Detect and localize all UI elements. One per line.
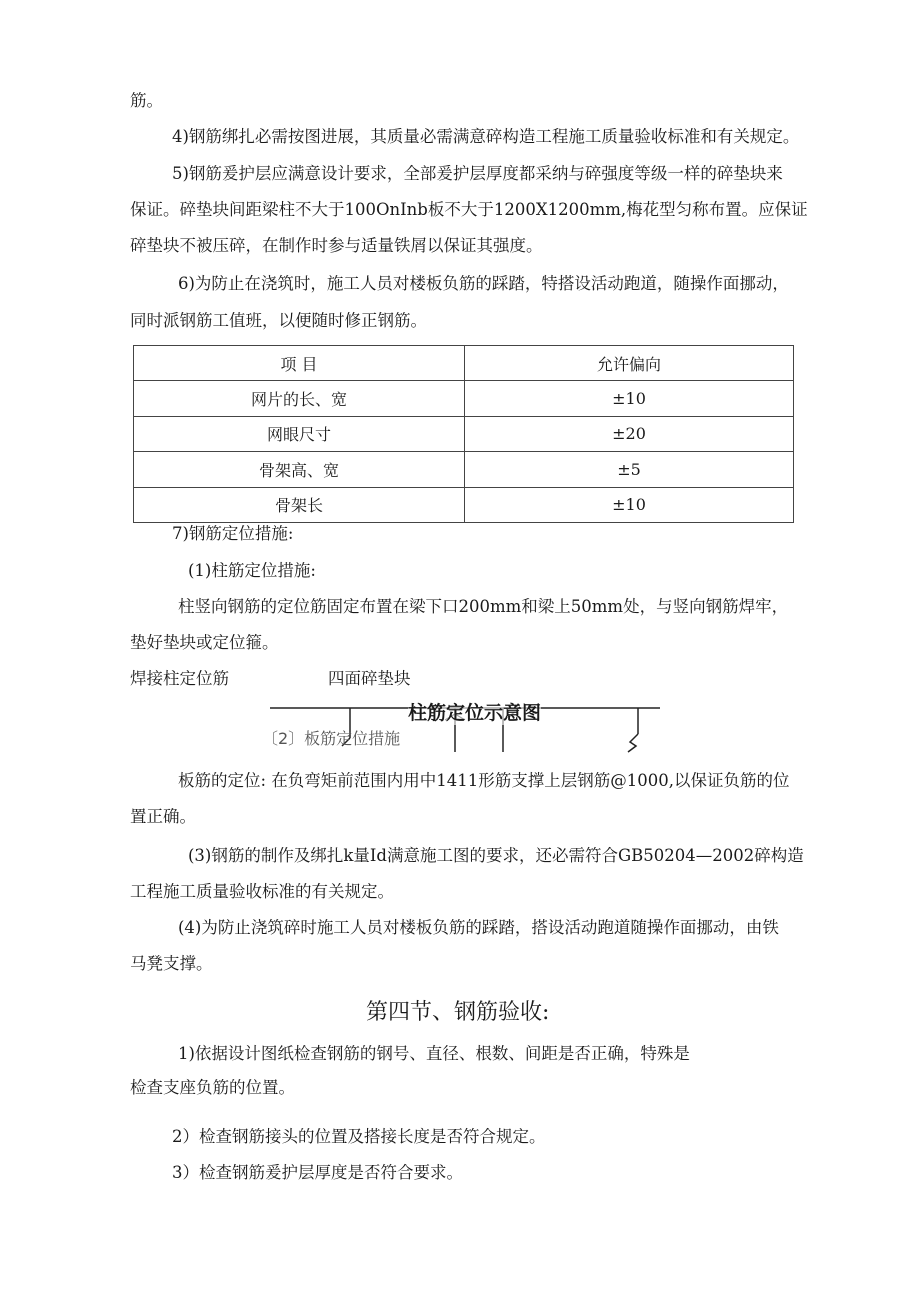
column-rebar-diagram: [250, 690, 670, 760]
check-item-1-line2: 检查支座负筋的位置。: [130, 1078, 295, 1097]
diagram-label-left: 焊接柱定位筋: [130, 669, 229, 688]
table-cell-value: ±10: [465, 381, 794, 416]
para-sub-1: (1)柱筋定位措施:: [188, 561, 316, 580]
table-header-item: 项 目: [134, 346, 465, 381]
para-item-5-line2: 保证。碎垫块间距梁柱不大于100OnInb板不大于1200X1200mm,梅花型匀称布置。应保证: [130, 200, 808, 219]
diagram-title: 柱筋定位示意图: [408, 698, 541, 725]
para-sub-4-line2: 马凳支撑。: [130, 954, 213, 973]
table-cell-item: 骨架高、宽: [134, 452, 465, 487]
table-header-row: [134, 346, 794, 381]
para-slab-positioning-line2: 置正确。: [130, 807, 196, 826]
table-cell-value: ±5: [465, 452, 794, 487]
para-continuation: 筋。: [130, 91, 163, 110]
diagram-label-right: 四面碎垫块: [328, 669, 411, 688]
para-item-6-line2: 同时派钢筋工值班，以便随时修正钢筋。: [130, 311, 427, 330]
table-header-value: 允许偏向: [465, 346, 794, 381]
table-row: [134, 416, 794, 451]
para-column-positioning-line2: 垫好垫块或定位箍。: [130, 633, 279, 652]
table-cell-value: ±20: [465, 416, 794, 451]
para-item-4: 4)钢筋绑扎必需按图进展，其质量必需满意碎构造工程施工质量验收标准和有关规定。: [172, 127, 800, 146]
para-sub-3-line1: (3)钢筋的制作及绑扎k量Id满意施工图的要求，还必需符合GB50204—2002碎构造: [188, 846, 804, 865]
para-item-5-line1: 5)钢筋爰护层应满意设计要求，全部爰护层厚度都采纳与碎强度等级一样的碎垫块来: [172, 164, 783, 183]
para-item-7: 7)钢筋定位措施:: [172, 524, 294, 543]
diagram-subtitle: 〔2〕板筋定位措施: [262, 729, 401, 748]
check-item-1-line1: 1)依据设计图纸检查钢筋的钢号、直径、根数、间距是否正确，特殊是: [178, 1044, 690, 1063]
tolerance-table: [133, 345, 794, 523]
para-item-5-line3: 碎垫块不被压碎，在制作时参与适量铁屑以保证其强度。: [130, 236, 543, 255]
para-item-6-line1: 6)为防止在浇筑时，施工人员对楼板负筋的踩踏，特搭设活动跑道，随操作面挪动，: [178, 274, 789, 293]
table-cell-item: 网片的长、宽: [134, 381, 465, 416]
check-item-3: 3）检查钢筋爰护层厚度是否符合要求。: [172, 1163, 463, 1182]
table-cell-item: 骨架长: [134, 487, 465, 522]
para-sub-4-line1: (4)为防止浇筑碎时施工人员对楼板负筋的踩踏，搭设活动跑道随操作面挪动，由铁: [178, 918, 779, 937]
para-slab-positioning-line1: 板筋的定位: 在负弯矩前范围内用中1411形筋支撑上层钢筋@1000,以保证负筋的位: [178, 771, 790, 790]
para-column-positioning-line1: 柱竖向钢筋的定位筋固定布置在梁下口200mm和梁上50mm处，与竖向钢筋焊牢，: [178, 597, 789, 616]
table-cell-value: ±10: [465, 487, 794, 522]
table-row: [134, 487, 794, 522]
section-heading: 第四节、钢筋验收:: [366, 1000, 550, 1025]
para-sub-3-line2: 工程施工质量验收标准的有关规定。: [130, 882, 394, 901]
table-row: [134, 452, 794, 487]
diagram-hook-2: [628, 734, 638, 752]
check-item-2: 2）检查钢筋接头的位置及搭接长度是否符合规定。: [172, 1127, 546, 1146]
table-cell-item: 网眼尺寸: [134, 416, 465, 451]
table-row: [134, 381, 794, 416]
